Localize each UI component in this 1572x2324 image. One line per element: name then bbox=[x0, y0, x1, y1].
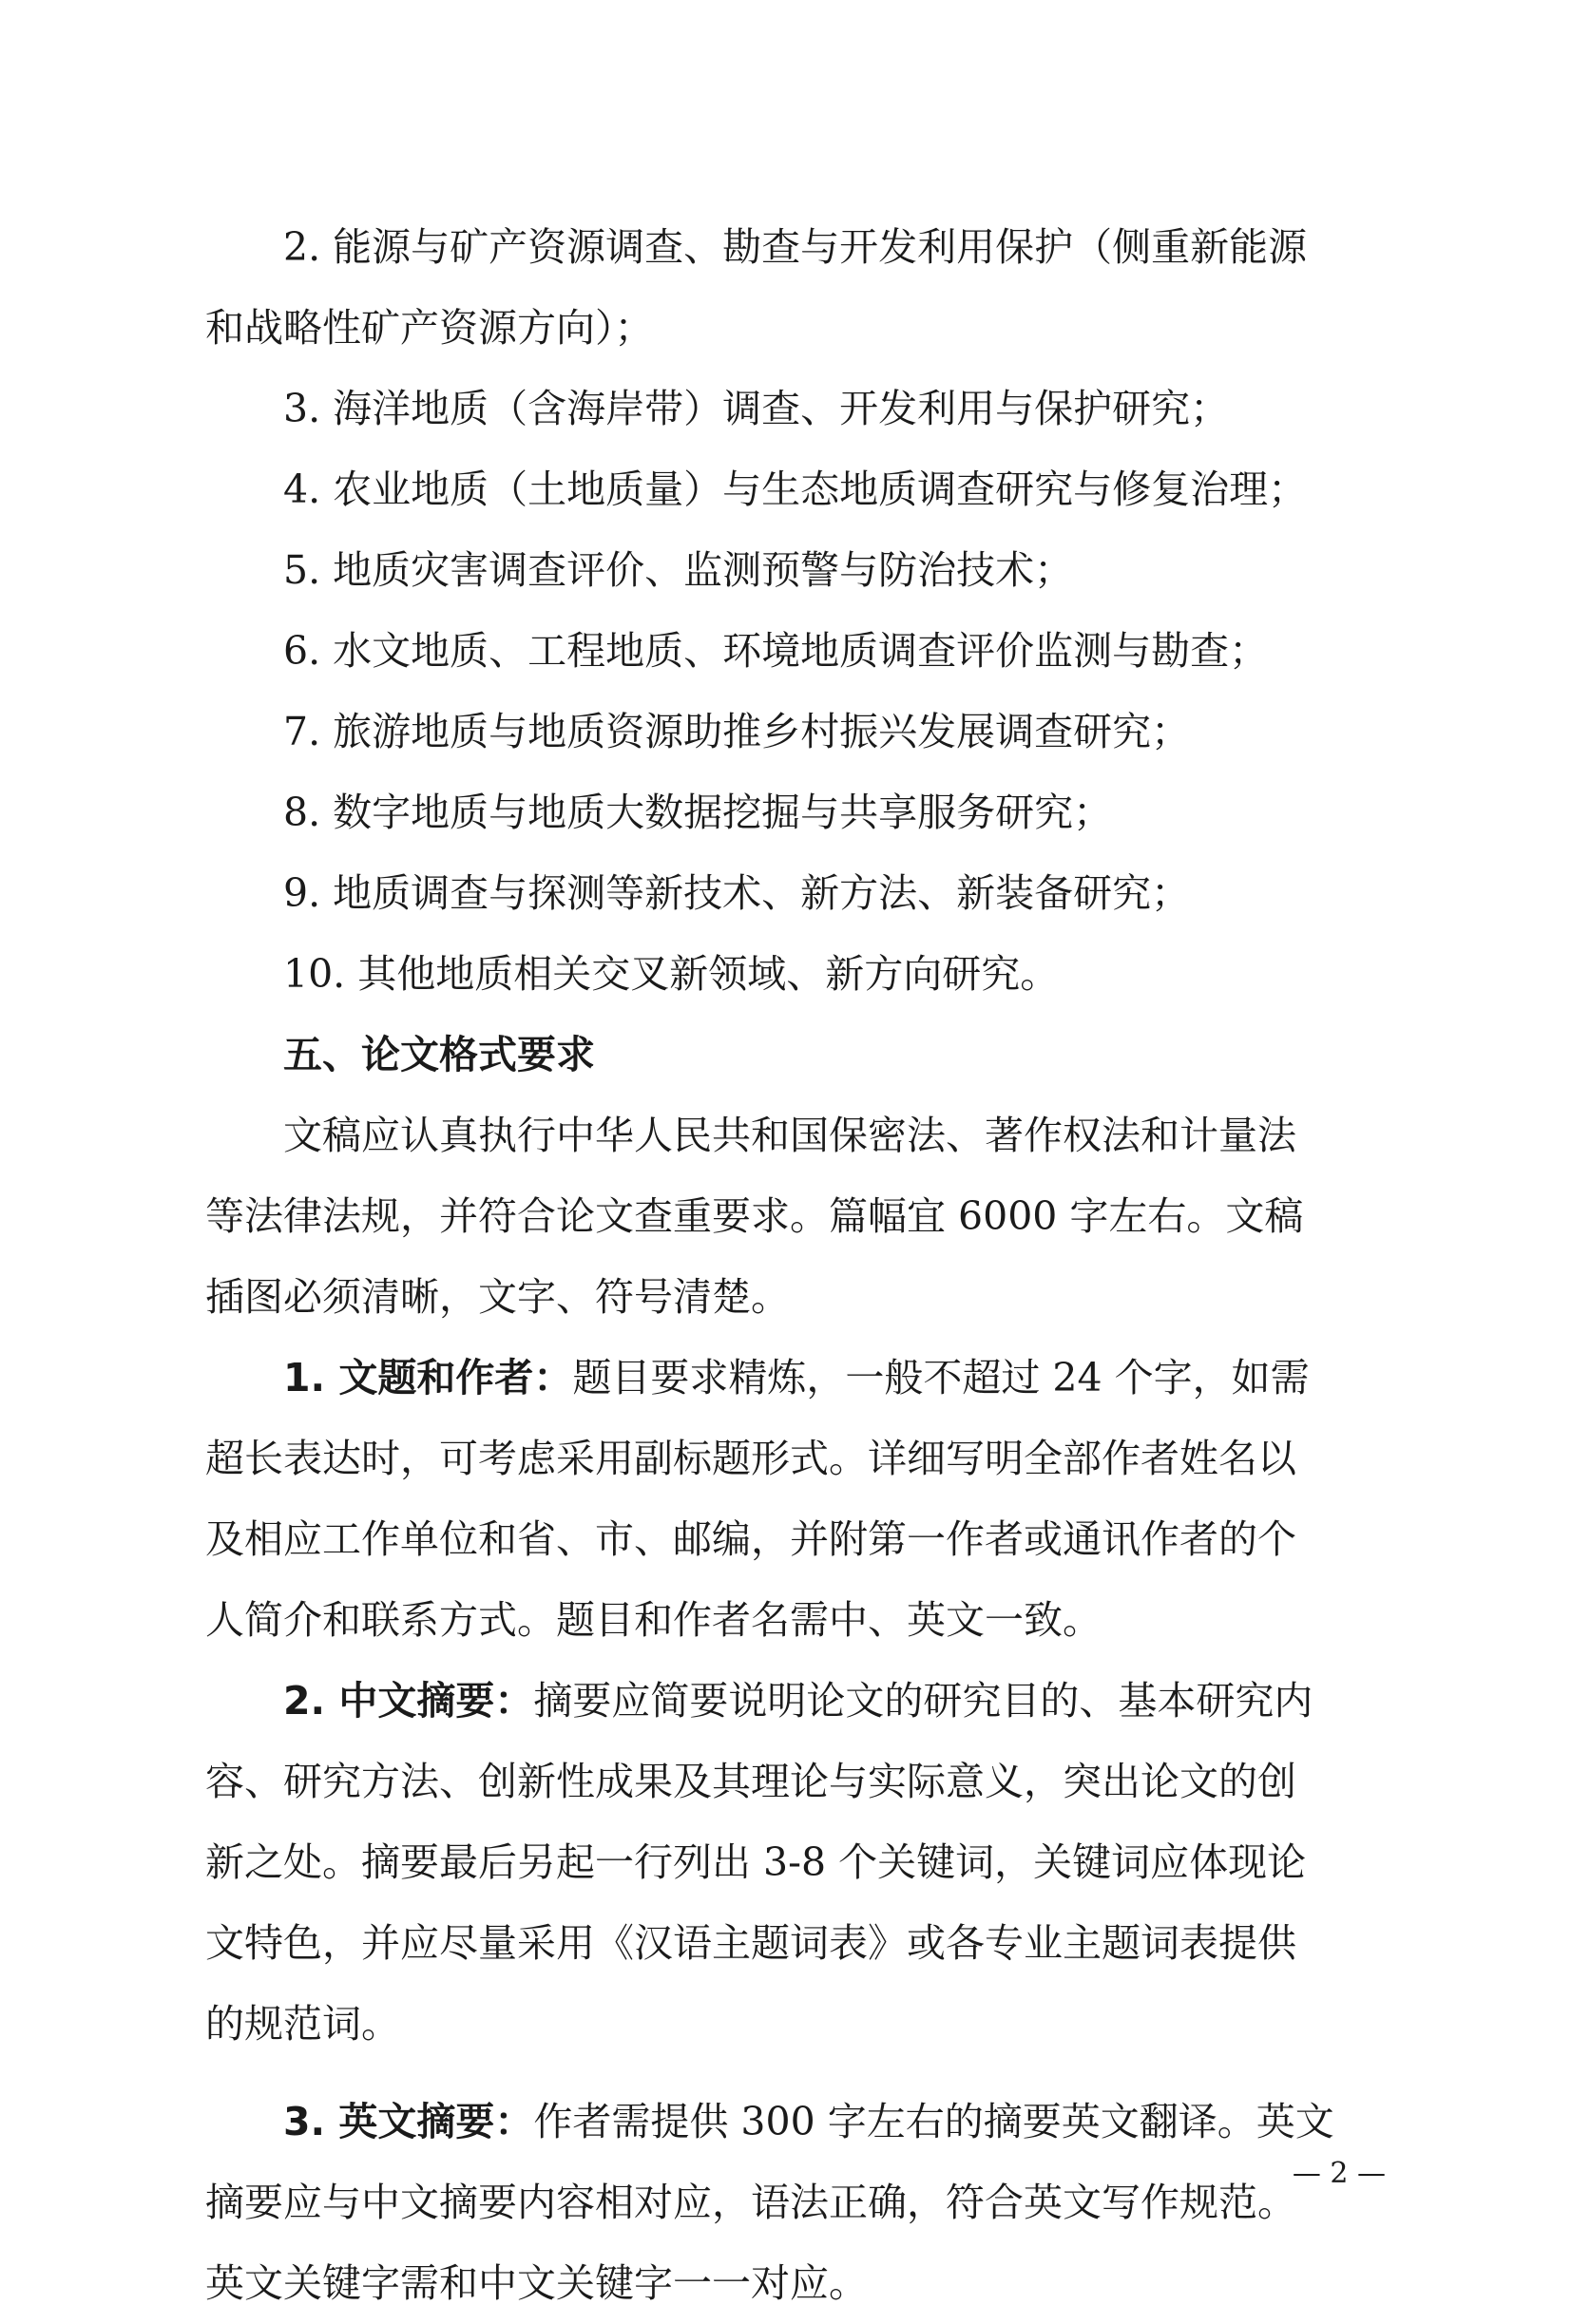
requirement-1-label: 1. 文题和作者： bbox=[283, 1355, 573, 1400]
topic-item-5: 5. 地质灾害调查评价、监测预警与防治技术； bbox=[283, 547, 1074, 593]
requirement-3-text: 作者需提供 300 字左右的摘要英文翻译。英文 bbox=[533, 2099, 1334, 2144]
requirement-1-line-3: 及相应工作单位和省、市、邮编，并附第一作者或通讯作者的个 bbox=[205, 1516, 1296, 1562]
intro-line-1: 文稿应认真执行中华人民共和国保密法、著作权法和计量法 bbox=[283, 1113, 1296, 1158]
intro-line-2: 等法律法规，并符合论文查重要求。篇幅宜 6000 字左右。文稿 bbox=[205, 1193, 1304, 1239]
requirement-2-line-4: 文特色，并应尽量采用《汉语主题词表》或各专业主题词表提供 bbox=[205, 1920, 1296, 1966]
requirement-3-line-2: 摘要应与中文摘要内容相对应，语法正确，符合英文写作规范。 bbox=[205, 2180, 1296, 2225]
topic-item-7: 7. 旅游地质与地质资源助推乡村振兴发展调查研究； bbox=[283, 709, 1191, 754]
requirement-2-line-2: 容、研究方法、创新性成果及其理论与实际意义，突出论文的创 bbox=[205, 1759, 1296, 1804]
topic-item-2-line-1: 2. 能源与矿产资源调查、勘查与开发利用保护（侧重新能源 bbox=[283, 224, 1308, 270]
topic-item-9: 9. 地质调查与探测等新技术、新方法、新装备研究； bbox=[283, 870, 1191, 916]
page-body bbox=[205, 207, 1376, 2324]
topic-item-4: 4. 农业地质（土地质量）与生态地质调查研究与修复治理； bbox=[283, 467, 1308, 512]
topic-item-6: 6. 水文地质、工程地质、环境地质调查评价监测与勘查； bbox=[283, 628, 1269, 674]
requirement-2-line-5: 的规范词。 bbox=[205, 2001, 400, 2047]
page-number: — 2 — bbox=[1292, 2157, 1386, 2190]
topic-item-2-line-2: 和战略性矿产资源方向）； bbox=[205, 305, 654, 351]
section-heading: 五、论文格式要求 bbox=[283, 1032, 595, 1077]
requirement-1-line-2: 超长表达时，可考虑采用副标题形式。详细写明全部作者姓名以 bbox=[205, 1436, 1296, 1481]
requirement-1-line-4: 人简介和联系方式。题目和作者名需中、英文一致。 bbox=[205, 1597, 1102, 1643]
requirement-2-text: 摘要应简要说明论文的研究目的、基本研究内 bbox=[533, 1678, 1313, 1724]
requirement-1-text: 题目要求精炼，一般不超过 24 个字，如需 bbox=[572, 1355, 1310, 1400]
requirement-2-line-3: 新之处。摘要最后另起一行列出 3-8 个关键词，关键词应体现论 bbox=[205, 1839, 1307, 1885]
requirement-3-line-1 bbox=[205, 2082, 1376, 2162]
topic-item-10: 10. 其他地质相关交叉新领域、新方向研究。 bbox=[283, 951, 1060, 997]
topic-item-3: 3. 海洋地质（含海岸带）调查、开发利用与保护研究； bbox=[283, 386, 1230, 431]
intro-line-3: 插图必须清晰，文字、符号清楚。 bbox=[205, 1274, 790, 1320]
requirement-3-line-3: 英文关键字需和中文关键字一一对应。 bbox=[205, 2260, 868, 2306]
topic-item-8: 8. 数字地质与地质大数据挖掘与共享服务研究； bbox=[283, 790, 1113, 835]
paragraph-gap bbox=[205, 2065, 1376, 2082]
requirement-1-line-1 bbox=[205, 1338, 1376, 1419]
requirement-2-label: 2. 中文摘要： bbox=[283, 1678, 534, 1724]
requirement-2-line-1 bbox=[205, 1661, 1376, 1742]
requirement-3-label: 3. 英文摘要： bbox=[283, 2099, 534, 2144]
